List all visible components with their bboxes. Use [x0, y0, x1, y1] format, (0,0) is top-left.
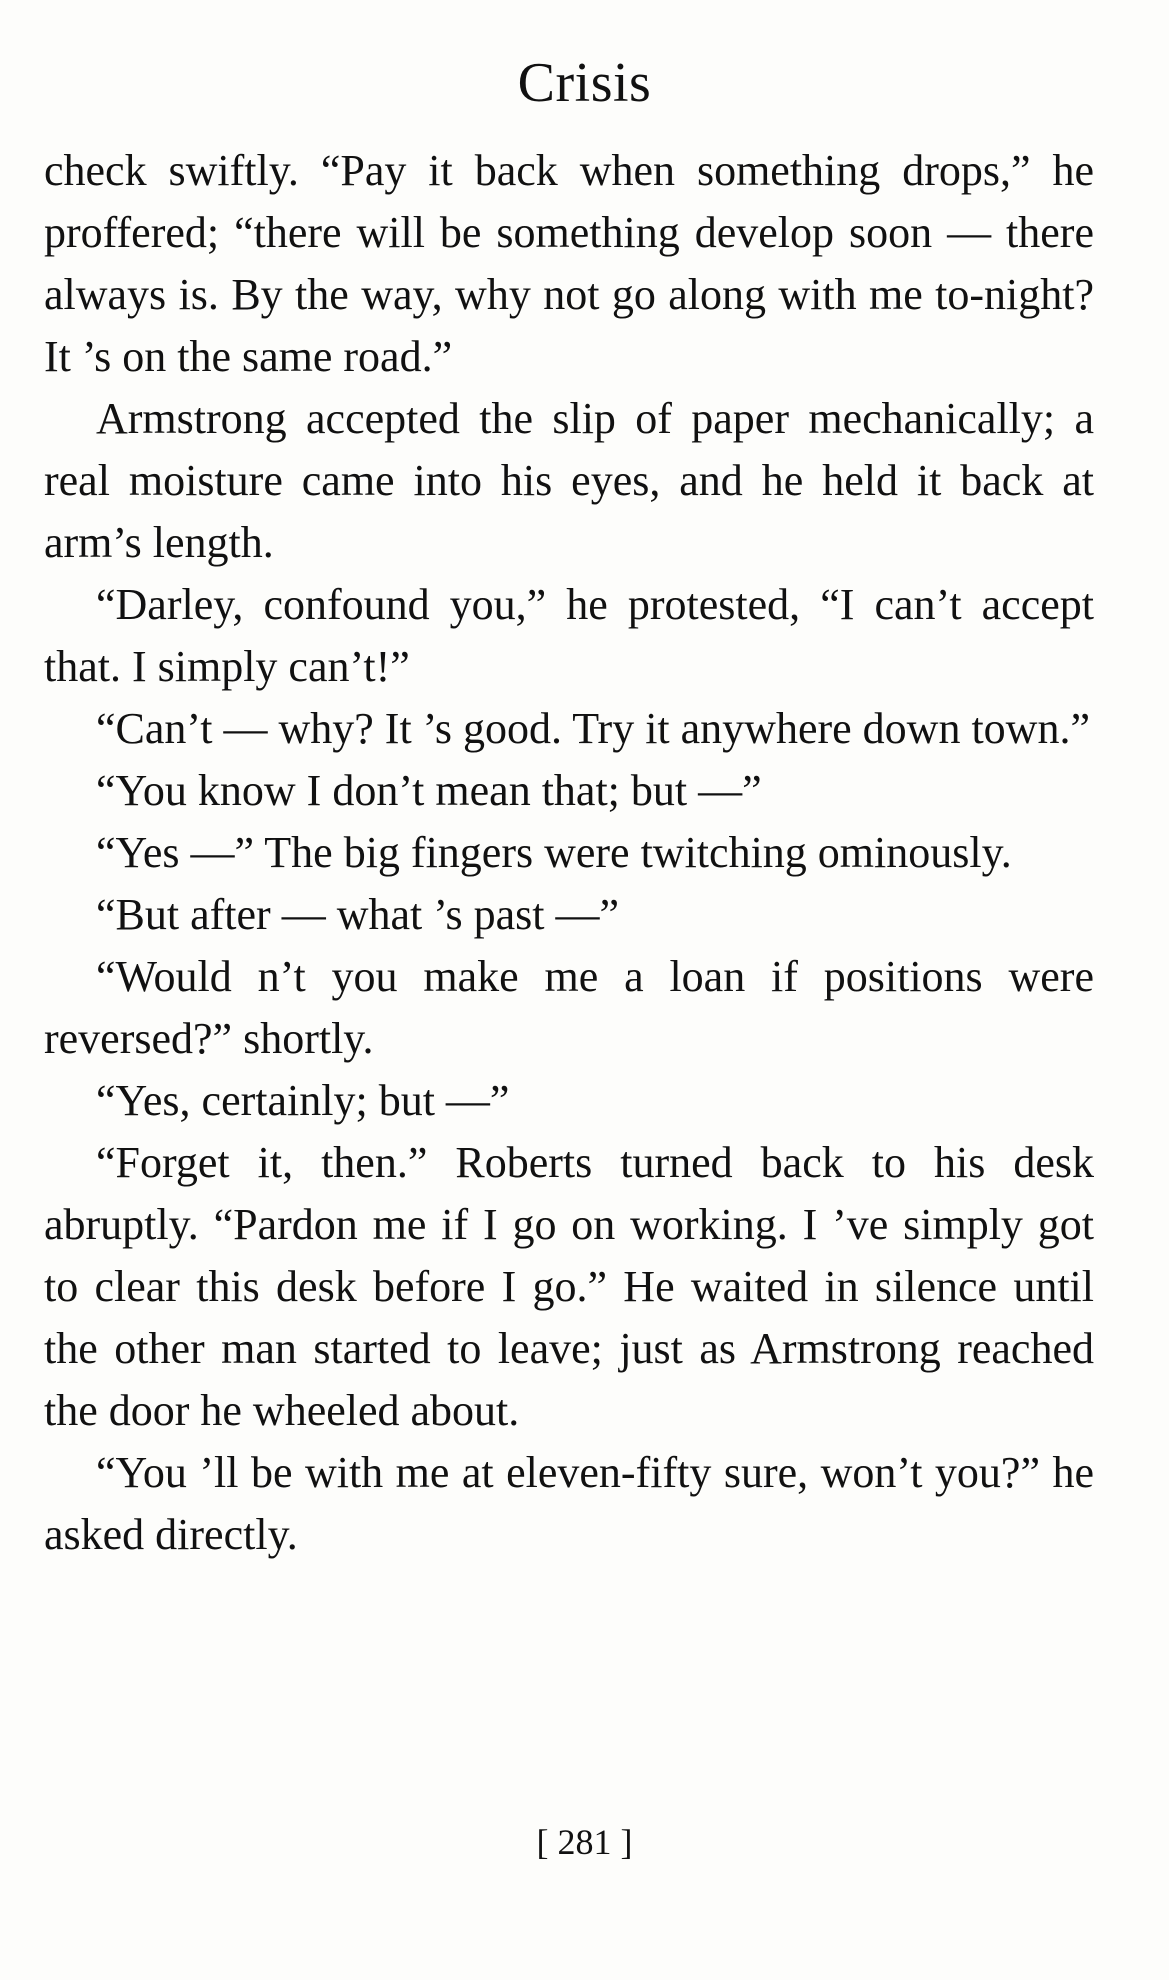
paragraph: “Forget it, then.” Roberts turned back to his desk abruptly. “Pardon me if I go on working. I ’ve simply got to clear this desk before I go.” He waited in silence until the other man started to leave; just as Armstrong reached the door he wheeled about. [44, 1138, 1094, 1435]
paragraph: “Darley, confound you,” he protested, “I can’t accept that. I simply can’t!” [44, 580, 1094, 691]
paragraph: “But after — what ’s past —” [96, 890, 619, 939]
paragraph: “You ’ll be with me at eleven-fifty sure, won’t you?” he asked directly. [44, 1448, 1094, 1559]
running-head: Crisis [517, 52, 652, 114]
paragraph: “You know I don’t mean that; but —” [96, 766, 762, 815]
paragraph: “Would n’t you make me a loan if positions were reversed?” shortly. [44, 952, 1094, 1063]
body-text [44, 140, 1094, 1566]
paragraph: “Yes —” The big fingers were twitching ominously. [96, 828, 1012, 877]
page-number: [ 281 ] [536, 1822, 633, 1862]
paragraph: Armstrong accepted the slip of paper mechanically; a real moisture came into his eyes, and he held it back at arm’s length. [44, 394, 1094, 567]
paragraph: “Can’t — why? It ’s good. Try it anywhere down town.” [96, 704, 1090, 753]
paragraph: check swiftly. “Pay it back when something drops,” he proffered; “there will be something develop soon — there always is. By the way, why not go along with me to-night? It ’s on the same road.” [44, 146, 1094, 381]
paragraph: “Yes, certainly; but —” [96, 1076, 510, 1125]
